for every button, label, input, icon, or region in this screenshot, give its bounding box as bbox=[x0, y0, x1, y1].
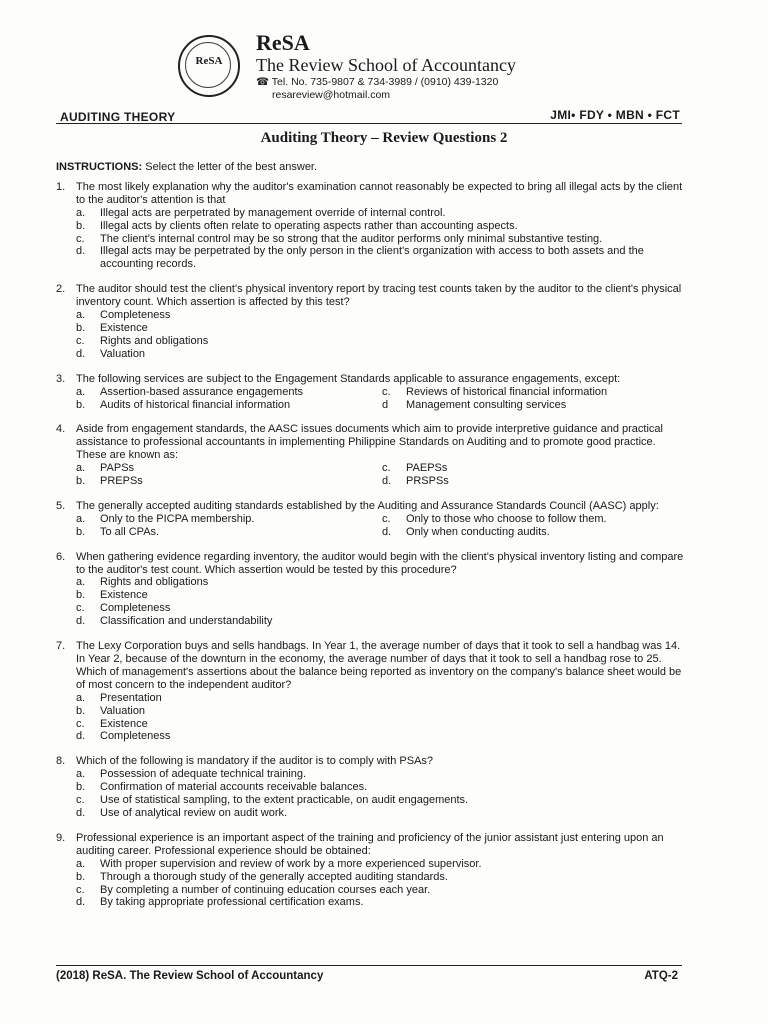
option-letter: c. bbox=[76, 602, 85, 615]
subject-heading: AUDITING THEORY bbox=[60, 110, 176, 124]
option-text: Completeness bbox=[100, 309, 171, 322]
option-item bbox=[76, 207, 688, 220]
option-letter: b. bbox=[76, 781, 86, 794]
option-letter: b. bbox=[76, 219, 86, 232]
question-stem-2: Which of management's assertions about the balance being reported as inventory on the company's balance sheet would be of most concern to the independent auditor? bbox=[76, 665, 682, 691]
option-letter: d. bbox=[76, 896, 86, 909]
footer-copyright: (2018) ReSA. The Review School of Accountancy bbox=[56, 970, 324, 982]
option-text: Valuation bbox=[100, 704, 146, 717]
reviewer-codes: JMI• FDY • MBN • FCT bbox=[550, 108, 680, 122]
option-text: Confirmation of material accounts receivable balances. bbox=[100, 781, 368, 794]
question-number: 5. bbox=[56, 499, 66, 512]
option-text: Illegal acts are perpetrated by management override of internal control. bbox=[100, 206, 446, 219]
option-letter: d bbox=[382, 398, 389, 411]
option-letter: b. bbox=[76, 525, 86, 538]
option-item bbox=[76, 781, 688, 794]
option-item bbox=[76, 386, 382, 399]
option-item bbox=[76, 718, 688, 731]
option-item bbox=[76, 335, 688, 348]
question-stem: The generally accepted auditing standards established by the Auditing and Assurance Standards Council (AASC) apply: bbox=[76, 499, 659, 512]
option-column-left bbox=[76, 462, 382, 488]
question-number: 2. bbox=[56, 283, 66, 296]
option-list bbox=[76, 858, 688, 910]
option-item bbox=[76, 399, 382, 412]
question-6 bbox=[56, 551, 688, 577]
option-letter: a. bbox=[76, 576, 86, 589]
question-8 bbox=[56, 755, 688, 768]
option-text: Completeness bbox=[100, 602, 171, 615]
instructions-text: Select the letter of the best answer. bbox=[142, 161, 318, 173]
brand-name: ReSA bbox=[256, 30, 310, 55]
option-text: Assertion-based assurance engagements bbox=[100, 385, 304, 398]
spacer bbox=[56, 628, 688, 640]
question-9 bbox=[56, 832, 688, 858]
question-number: 7. bbox=[56, 640, 66, 653]
option-column-left bbox=[76, 386, 382, 412]
question-stem: Which of the following is mandatory if the auditor is to comply with PSAs? bbox=[76, 755, 434, 768]
question-text bbox=[76, 373, 688, 386]
question-2 bbox=[56, 283, 688, 309]
option-grid bbox=[76, 513, 688, 539]
option-list bbox=[76, 692, 688, 744]
instructions-label: INSTRUCTIONS: bbox=[56, 161, 143, 173]
option-text: PAPSs bbox=[100, 462, 135, 475]
email-line: resareview@hotmail.com bbox=[272, 89, 391, 101]
question-stem: Aside from engagement standards, the AASC issues documents which aim to provide interpretive guidance and practical assistance to professional accountants in implementing Philippine Standards on Auditing and to promote good practice. These are known as: bbox=[76, 423, 663, 462]
option-item bbox=[76, 871, 688, 884]
option-letter: d. bbox=[76, 245, 86, 258]
option-text: Presentation bbox=[100, 691, 162, 704]
option-item bbox=[382, 386, 688, 399]
option-item bbox=[76, 462, 382, 475]
option-text: Illegal acts may be perpetrated by the only person in the client's organization with access to both assets and the accounting records. bbox=[100, 245, 644, 271]
option-text: To all CPAs. bbox=[100, 525, 160, 538]
option-text: Reviews of historical financial information bbox=[406, 385, 608, 398]
option-letter: b. bbox=[76, 475, 86, 488]
option-letter: b. bbox=[76, 870, 86, 883]
option-letter: a. bbox=[76, 385, 86, 398]
option-letter: b. bbox=[76, 398, 86, 411]
option-letter: a. bbox=[76, 462, 86, 475]
option-letter: d. bbox=[382, 525, 392, 538]
option-list bbox=[76, 768, 688, 820]
option-letter: c. bbox=[76, 794, 85, 807]
option-text: With proper supervision and review of work by a more experienced supervisor. bbox=[100, 857, 482, 870]
document-title: Auditing Theory – Review Questions 2 bbox=[260, 130, 508, 146]
option-text: Through a thorough study of the generally accepted auditing standards. bbox=[100, 870, 448, 883]
option-letter: a. bbox=[76, 857, 86, 870]
option-item bbox=[76, 589, 688, 602]
option-item bbox=[382, 475, 688, 488]
option-item bbox=[76, 615, 688, 628]
option-letter: c. bbox=[382, 462, 391, 475]
option-item bbox=[382, 399, 688, 412]
option-letter: d. bbox=[76, 615, 86, 628]
option-item bbox=[76, 896, 688, 909]
option-column-right bbox=[382, 462, 688, 488]
option-item bbox=[76, 245, 688, 271]
option-letter: d. bbox=[76, 730, 86, 743]
questions-body bbox=[56, 161, 688, 909]
question-text bbox=[76, 181, 688, 207]
instructions-line bbox=[56, 161, 688, 174]
spacer bbox=[56, 539, 688, 551]
option-letter: a. bbox=[76, 691, 86, 704]
question-text bbox=[76, 640, 688, 692]
option-text: The client's internal control may be so strong that the auditor performs only minimal substantive testing. bbox=[100, 232, 603, 245]
option-text: Completeness bbox=[100, 730, 171, 743]
question-number: 6. bbox=[56, 550, 66, 563]
option-item bbox=[76, 220, 688, 233]
option-text: By completing a number of continuing education courses each year. bbox=[100, 883, 431, 896]
option-letter: c. bbox=[382, 385, 391, 398]
option-item bbox=[76, 233, 688, 246]
option-item bbox=[76, 768, 688, 781]
spacer bbox=[56, 271, 688, 283]
option-letter: a. bbox=[76, 512, 86, 525]
option-list bbox=[76, 309, 688, 361]
option-item bbox=[76, 705, 688, 718]
option-letter: b. bbox=[76, 321, 86, 334]
option-letter: d. bbox=[76, 347, 86, 360]
option-item bbox=[76, 602, 688, 615]
option-column-left bbox=[76, 513, 382, 539]
question-text bbox=[76, 283, 688, 309]
option-text: Existence bbox=[100, 589, 148, 602]
resa-seal-logo bbox=[178, 35, 240, 97]
option-text: PRSPSs bbox=[406, 475, 449, 488]
option-letter: c. bbox=[76, 883, 85, 896]
option-item bbox=[76, 794, 688, 807]
option-text: Use of analytical review on audit work. bbox=[100, 806, 288, 819]
option-text: Audits of historical financial information bbox=[100, 398, 291, 411]
spacer bbox=[56, 411, 688, 423]
question-text bbox=[76, 423, 688, 462]
option-item bbox=[76, 322, 688, 335]
spacer bbox=[56, 820, 688, 832]
question-number: 8. bbox=[56, 755, 66, 768]
question-stem: The Lexy Corporation buys and sells handbags. In Year 1, the average number of days that it took to sell a handbag was 14. In Year 2, because of the downturn in the economy, the average number of days that it took to sell a handbag rose to 25. bbox=[76, 640, 681, 665]
option-text: PREPSs bbox=[100, 475, 143, 488]
question-number: 3. bbox=[56, 372, 66, 385]
spacer bbox=[56, 488, 688, 500]
option-text: Illegal acts by clients often relate to operating aspects rather than accounting aspects. bbox=[100, 219, 518, 232]
option-text: Existence bbox=[100, 717, 148, 730]
option-text: Rights and obligations bbox=[100, 334, 209, 347]
footer-divider bbox=[56, 965, 682, 966]
option-item bbox=[76, 513, 382, 526]
option-text: Rights and obligations bbox=[100, 576, 209, 589]
question-7 bbox=[56, 640, 688, 692]
option-item bbox=[76, 475, 382, 488]
option-letter: c. bbox=[382, 512, 391, 525]
option-item bbox=[382, 462, 688, 475]
spacer bbox=[56, 743, 688, 755]
option-text: Possession of adequate technical training. bbox=[100, 768, 307, 781]
question-stem: The auditor should test the client's physical inventory report by tracing test counts taken by the auditor to the client's physical inventory count. Which assertion is affected by this test? bbox=[76, 283, 682, 309]
footer-page-code: ATQ-2 bbox=[644, 970, 678, 982]
option-text: By taking appropriate professional certification exams. bbox=[100, 896, 364, 909]
option-column-right bbox=[382, 513, 688, 539]
option-letter: b. bbox=[76, 589, 86, 602]
question-number: 9. bbox=[56, 831, 66, 844]
question-5 bbox=[56, 500, 688, 513]
question-3 bbox=[56, 373, 688, 386]
option-text: Only to the PICPA membership. bbox=[100, 512, 255, 525]
option-item bbox=[76, 576, 688, 589]
logo-label: ReSA bbox=[195, 55, 223, 67]
option-letter: c. bbox=[76, 717, 85, 730]
option-text: Classification and understandability bbox=[100, 615, 273, 628]
option-letter: a. bbox=[76, 768, 86, 781]
option-grid bbox=[76, 462, 688, 488]
question-text bbox=[76, 832, 688, 858]
option-item bbox=[76, 526, 382, 539]
option-text: Only when conducting audits. bbox=[406, 525, 550, 538]
option-letter: b. bbox=[76, 704, 86, 717]
question-number: 1. bbox=[56, 180, 66, 193]
option-grid bbox=[76, 386, 688, 412]
question-4 bbox=[56, 423, 688, 462]
question-stem: The following services are subject to the Engagement Standards applicable to assurance engagements, except: bbox=[76, 372, 621, 385]
option-list bbox=[76, 207, 688, 272]
question-text bbox=[76, 551, 688, 577]
phone-line: ☎ Tel. No. 735-9807 & 734-3989 / (0910) 439-1320 bbox=[256, 76, 499, 88]
option-item bbox=[76, 858, 688, 871]
option-list bbox=[76, 576, 688, 628]
option-text: Valuation bbox=[100, 347, 146, 360]
option-text: Only to those who choose to follow them. bbox=[406, 512, 607, 525]
question-stem: When gathering evidence regarding inventory, the auditor would begin with the client's physical inventory listing and compare to the auditor's test count. Which assertion would be tested by this procedure? bbox=[76, 550, 684, 576]
option-item bbox=[382, 513, 688, 526]
option-item bbox=[76, 730, 688, 743]
option-item bbox=[76, 807, 688, 820]
option-item bbox=[76, 309, 688, 322]
question-text bbox=[76, 500, 688, 513]
option-text: PAEPSs bbox=[406, 462, 448, 475]
question-stem: Professional experience is an important aspect of the training and proficiency of the junior assistant just entering upon an auditing career. Professional experience should be obtained: bbox=[76, 831, 664, 857]
option-item bbox=[382, 526, 688, 539]
spacer bbox=[56, 174, 688, 181]
question-1 bbox=[56, 181, 688, 207]
option-text: Use of statistical sampling, to the extent practicable, on audit engagements. bbox=[100, 794, 469, 807]
option-item bbox=[76, 348, 688, 361]
question-stem: The most likely explanation why the auditor's examination cannot reasonably be expected to bring all illegal acts by the client to the auditor's attention is that bbox=[76, 180, 683, 206]
option-letter: d. bbox=[382, 475, 392, 488]
option-text: Management consulting services bbox=[406, 398, 567, 411]
option-letter: d. bbox=[76, 806, 86, 819]
option-letter: a. bbox=[76, 206, 86, 219]
spacer bbox=[56, 361, 688, 373]
question-text bbox=[76, 755, 688, 768]
question-number: 4. bbox=[56, 423, 66, 436]
option-letter: c. bbox=[76, 232, 85, 245]
school-name: The Review School of Accountancy bbox=[256, 55, 516, 75]
header-divider bbox=[56, 123, 682, 124]
option-column-right bbox=[382, 386, 688, 412]
option-text: Existence bbox=[100, 321, 148, 334]
option-item bbox=[76, 884, 688, 897]
option-letter: a. bbox=[76, 309, 86, 322]
option-letter: c. bbox=[76, 334, 85, 347]
option-item bbox=[76, 692, 688, 705]
